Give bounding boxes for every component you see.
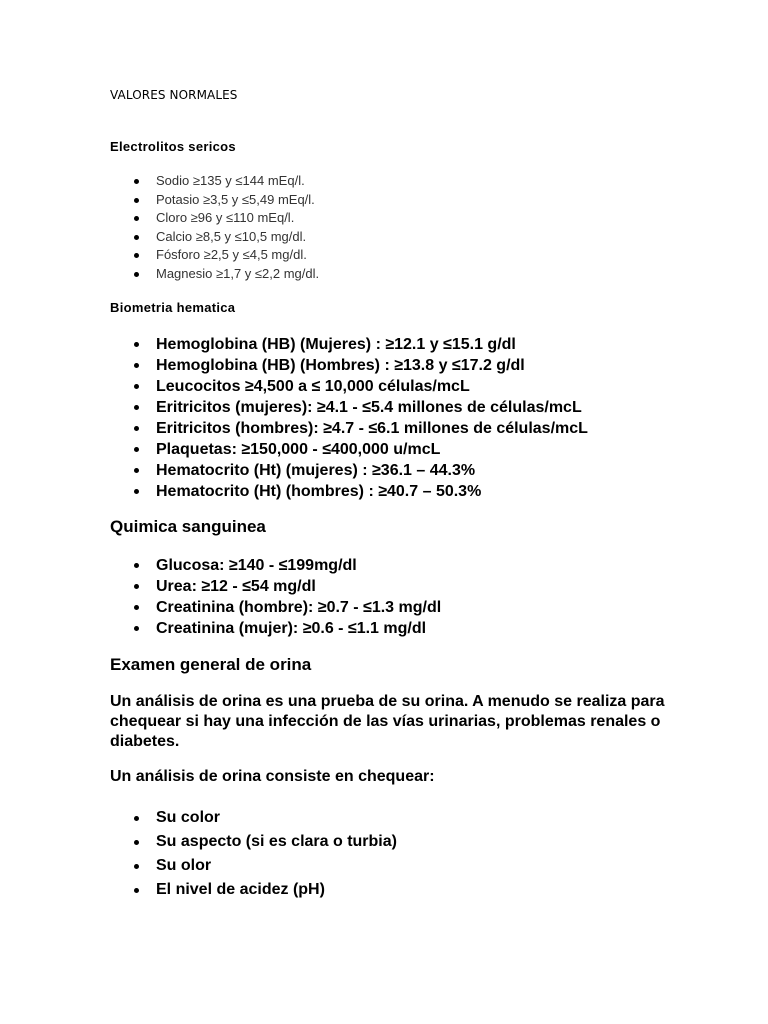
biometria-list <box>110 334 588 502</box>
list-item: Hematocrito (Ht) (hombres) : ≥40.7 – 50.3% <box>110 481 588 502</box>
list-item: Su color <box>110 806 397 830</box>
document-title: VALORES NORMALES <box>110 88 238 102</box>
list-item: Hemoglobina (HB) (Hombres) : ≥13.8 y ≤17.2 g/dl <box>110 355 588 376</box>
list-item: Eritricitos (mujeres): ≥4.1 - ≤5.4 millones de células/mcL <box>110 397 588 418</box>
quimica-list <box>110 555 441 639</box>
list-item: Creatinina (mujer): ≥0.6 - ≤1.1 mg/dl <box>110 618 441 639</box>
list-item: Potasio ≥3,5 y ≤5,49 mEq/l. <box>110 191 319 210</box>
list-item: Sodio ≥135 y ≤144 mEq/l. <box>110 172 319 191</box>
list-item: Eritricitos (hombres): ≥4.7 - ≤6.1 millones de células/mcL <box>110 418 588 439</box>
electrolitos-list <box>110 172 319 284</box>
section-heading-orina: Examen general de orina <box>110 655 312 674</box>
orina-list <box>110 806 397 902</box>
section-heading-biometria: Biometria hematica <box>110 300 236 315</box>
list-item: Glucosa: ≥140 - ≤199mg/dl <box>110 555 441 576</box>
list-item: Su olor <box>110 854 397 878</box>
list-item: Hemoglobina (HB) (Mujeres) : ≥12.1 y ≤15.1 g/dl <box>110 334 588 355</box>
orina-intro: Un análisis de orina consiste en chequear: <box>110 768 435 785</box>
list-item: Fósforo ≥2,5 y ≤4,5 mg/dl. <box>110 246 319 265</box>
list-item: Su aspecto (si es clara o turbia) <box>110 830 397 854</box>
list-item: Leucocitos ≥4,500 a ≤ 10,000 células/mcL <box>110 376 588 397</box>
section-heading-electrolitos: Electrolitos sericos <box>110 139 236 154</box>
list-item: Plaquetas: ≥150,000 - ≤400,000 u/mcL <box>110 439 588 460</box>
orina-description: Un análisis de orina es una prueba de su orina. A menudo se realiza para chequear si hay una infección de las vías urinarias, problemas renales o diabetes. <box>110 693 665 750</box>
list-item: Cloro ≥96 y ≤110 mEq/l. <box>110 209 319 228</box>
list-item: El nivel de acidez (pH) <box>110 878 397 902</box>
list-item: Calcio ≥8,5 y ≤10,5 mg/dl. <box>110 228 319 247</box>
section-heading-quimica: Quimica sanguinea <box>110 517 266 536</box>
list-item: Urea: ≥12 - ≤54 mg/dl <box>110 576 441 597</box>
list-item: Magnesio ≥1,7 y ≤2,2 mg/dl. <box>110 265 319 284</box>
list-item: Creatinina (hombre): ≥0.7 - ≤1.3 mg/dl <box>110 597 441 618</box>
list-item: Hematocrito (Ht) (mujeres) : ≥36.1 – 44.3% <box>110 460 588 481</box>
